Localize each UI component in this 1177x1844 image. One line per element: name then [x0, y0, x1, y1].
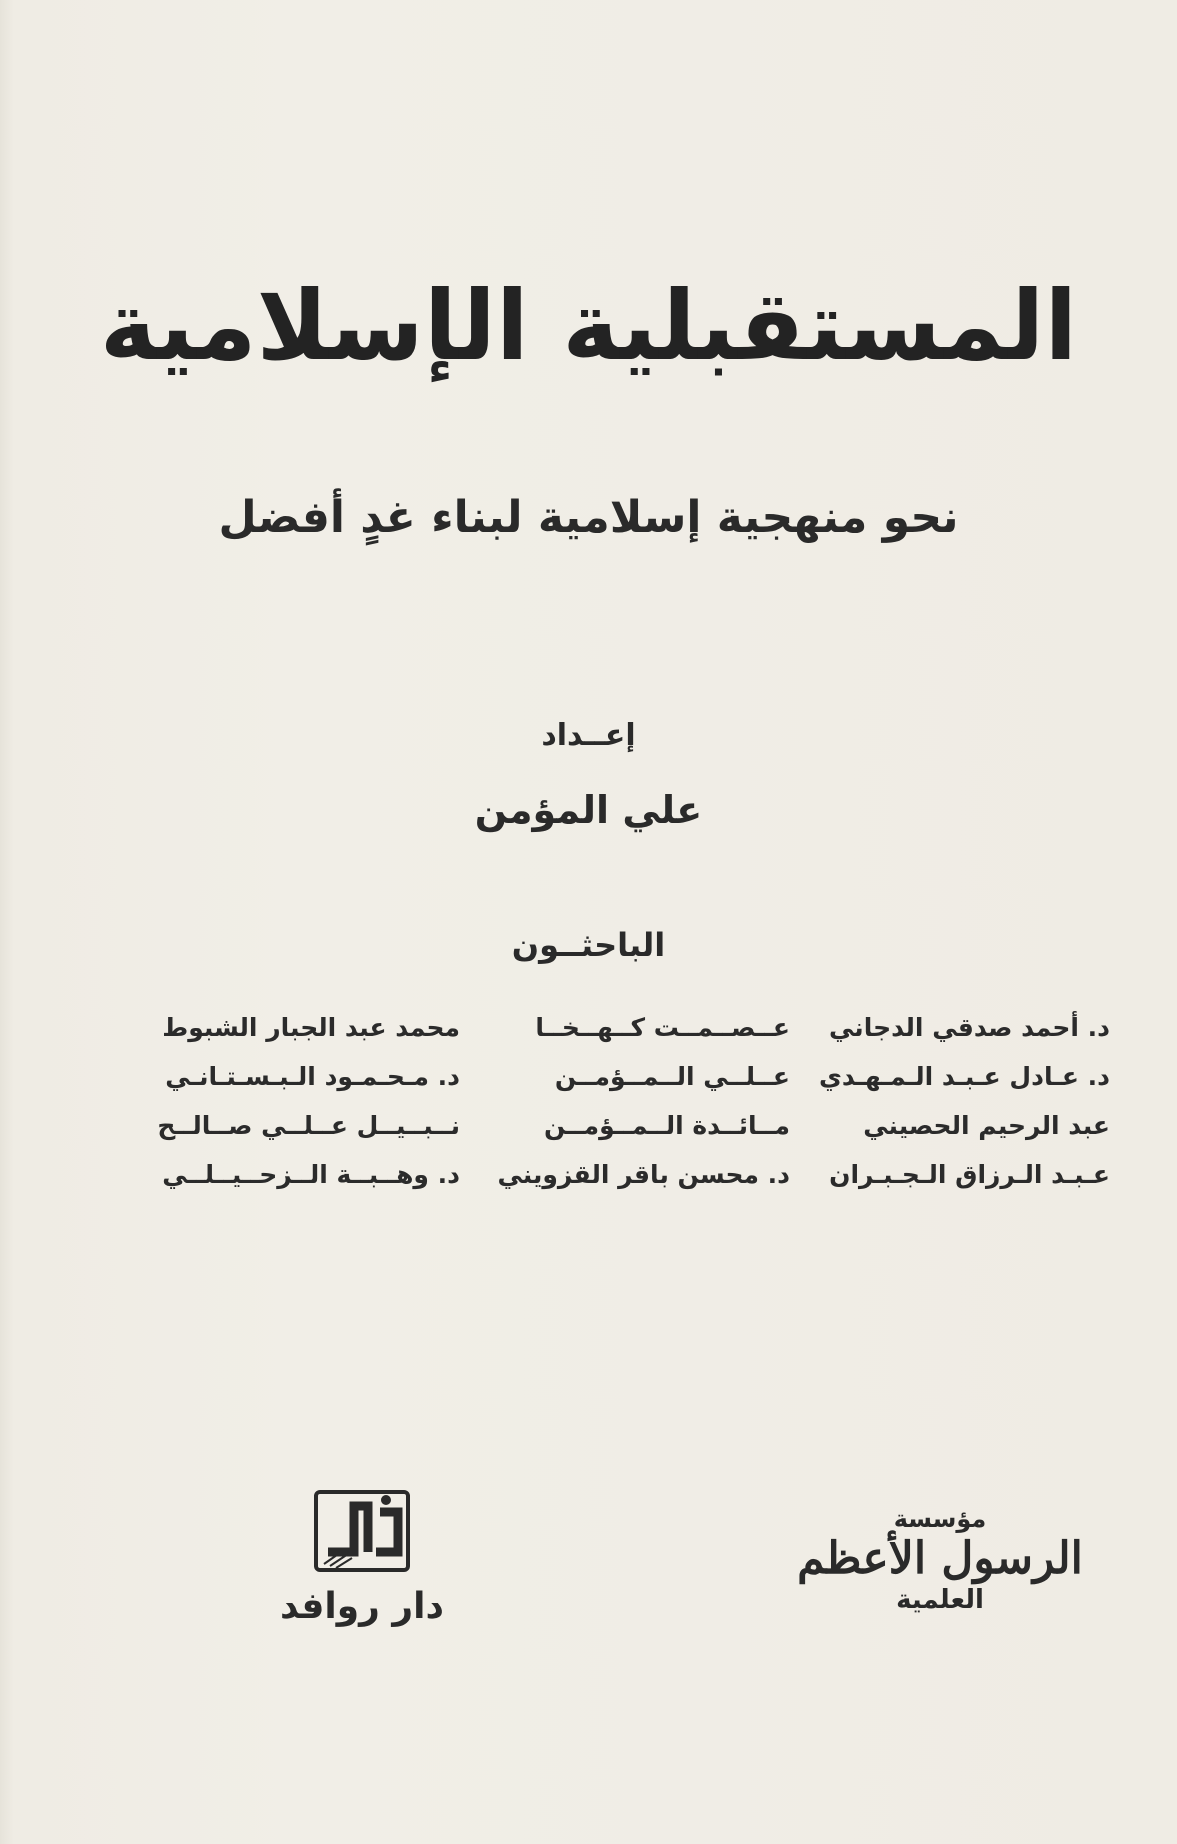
- researchers-heading: الباحثــون: [511, 926, 666, 964]
- publisher-foundation-label: مؤسسة: [893, 1505, 987, 1533]
- researcher-name: د. مـحـمـود الـبـسـتـانـي: [165, 1062, 460, 1091]
- rawafid-logo-icon: [314, 1490, 410, 1572]
- researcher-name: عــلــي الــمــؤمــن: [554, 1062, 790, 1091]
- prepared-by-label: إعــداد: [541, 718, 636, 753]
- researcher-name: عـبـد الـرزاق الـجـبـران: [829, 1160, 1110, 1189]
- researcher-name: د. محسن باقر القزويني: [497, 1160, 790, 1189]
- researchers-list: [150, 1010, 1110, 1193]
- researcher-name: عبد الرحيم الحصيني: [863, 1111, 1110, 1140]
- publisher-scientific-label: العلمية: [896, 1585, 984, 1615]
- researcher-name: نــبــيــل عــلــي صــالــح: [157, 1111, 460, 1140]
- researcher-name: محمد عبد الجبار الشبوط: [162, 1013, 460, 1042]
- researcher-name: د. عـادل عـبـد الـمـهـدي: [819, 1062, 1110, 1091]
- book-subtitle: نحو منهجية إسلامية لبناء غدٍ أفضل: [218, 492, 959, 543]
- editor-name: علي المؤمن: [474, 788, 703, 832]
- publisher-name: دار روافد: [280, 1586, 444, 1627]
- researcher-name: د. وهــبــة الــزحــيــلــي: [162, 1160, 460, 1189]
- publisher-rawafid: [262, 1490, 462, 1627]
- book-title: المستقبلية الإسلامية: [99, 270, 1078, 382]
- researcher-name: مــائــدة الــمــؤمــن: [544, 1111, 790, 1140]
- researcher-name: عــصــمــت كــهــخــا: [535, 1013, 790, 1042]
- publisher-main-name: الرسول الأعظم: [797, 1533, 1083, 1584]
- researcher-name: د. أحمد صدقي الدجاني: [829, 1013, 1110, 1042]
- publisher-rasool-azam: [785, 1505, 1095, 1615]
